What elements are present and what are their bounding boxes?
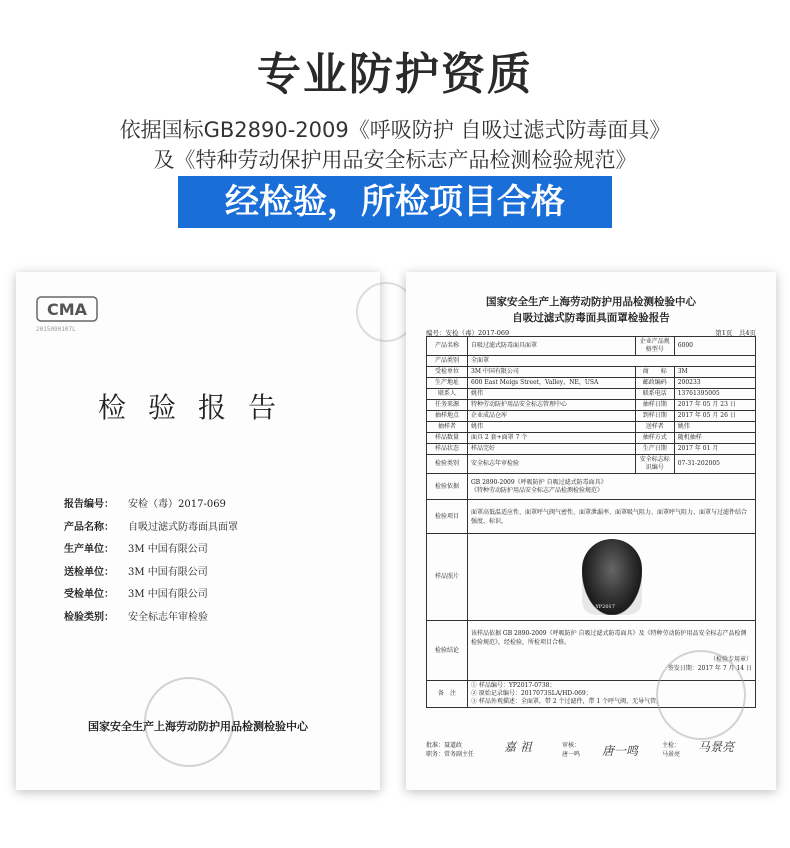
- report-info: [64, 494, 238, 629]
- table-row: [427, 422, 756, 433]
- page-number: 第1页 共4页: [715, 329, 756, 337]
- info-row: [64, 539, 238, 562]
- cma-logo-icon: [36, 296, 98, 322]
- table-row: [427, 444, 756, 455]
- approver-label: 批准：聂道政 职务：常务副主任: [426, 742, 475, 758]
- table-cell: 2017 年 05 月 26 日: [674, 411, 755, 422]
- info-row: [64, 562, 238, 585]
- issue-date: 签发日期：2017 年 7 月 14 日: [667, 664, 752, 672]
- info-label: 受检单位：: [64, 589, 114, 600]
- table-cell: 商 标: [635, 367, 674, 378]
- report-code: 编号：安检（毒）2017-069: [426, 329, 510, 337]
- table-row: [427, 455, 756, 474]
- report-detail-page: [406, 272, 776, 790]
- table-cell: 面具 2 套+面罩 7 个: [468, 433, 636, 444]
- table-cell: 全面罩: [468, 356, 756, 367]
- basis-line: 《特种劳动防护用品安全标志产品检测检验规范》: [471, 486, 604, 494]
- table-row: [427, 367, 756, 378]
- table-cell: 样品状态: [427, 444, 468, 455]
- table-row: [427, 474, 756, 500]
- table-row: [427, 534, 756, 621]
- table-cell: 抽样方式: [635, 433, 674, 444]
- table-cell: 2017 年 05 月 23 日: [674, 400, 755, 411]
- table-cell: 13761395005: [674, 389, 755, 400]
- table-cell: 企业产品规格型号: [635, 337, 674, 356]
- table-cell: 检验项目: [427, 500, 468, 534]
- report-org-title: 国家安全生产上海劳动防护用品检测检验中心: [486, 296, 696, 308]
- table-cell: 安全标志年审检验: [468, 455, 636, 474]
- table-cell: 邮政编码: [635, 378, 674, 389]
- table-cell: 样品照片: [427, 534, 468, 621]
- table-cell: 抽样地点: [427, 411, 468, 422]
- items-cell: 面罩高低温适应性、面罩呼气阀气密性、面罩泄漏率、面罩吸气阻力、面罩呼气阻力、面罩与过滤件结合强度、标识。: [468, 500, 756, 534]
- subtitle-line-1: 依据国标GB2890-2009《呼吸防护 自吸过滤式防毒面具》: [119, 118, 671, 142]
- photo-tag: YP2017: [595, 604, 615, 610]
- info-row: [64, 584, 238, 607]
- info-value: 3M 中国有限公司: [128, 566, 208, 578]
- table-cell: 特种劳动防护用品安全标志管理中心: [468, 400, 636, 411]
- remark-line: ① 样品编号：YP2017-0738；: [471, 682, 556, 689]
- gas-mask-photo: [582, 539, 642, 615]
- table-cell: 检验结论: [427, 621, 468, 681]
- report-cover: [16, 272, 380, 790]
- table-cell: 600 East Meigs Street，Valley，NE，USA: [468, 378, 636, 389]
- stamp-note: （检验专用章）: [709, 655, 752, 663]
- table-row: [427, 433, 756, 444]
- info-row: [64, 494, 238, 517]
- reviewer-label: 审核： 唐一鸣: [562, 742, 581, 758]
- table-row: [427, 389, 756, 400]
- table-cell: 生产日期: [635, 444, 674, 455]
- table-cell: 样品完好: [468, 444, 636, 455]
- table-cell: 检验依据: [427, 474, 468, 500]
- info-label: 送检单位：: [64, 566, 114, 578]
- photo-cell: [468, 534, 756, 621]
- table-cell: 到样日期: [635, 411, 674, 422]
- info-row: [64, 607, 238, 630]
- table-cell: 联系人: [427, 389, 468, 400]
- table-cell: 产品类别: [427, 356, 468, 367]
- table-cell: 3M 中国有限公司: [468, 367, 636, 378]
- info-label: 检验类别：: [64, 611, 114, 623]
- table-row: [427, 400, 756, 411]
- table-row: [427, 356, 756, 367]
- table-cell: 6000: [674, 337, 755, 356]
- page-title: 专业防护资质: [257, 49, 533, 100]
- table-row: [427, 500, 756, 534]
- inspector-label: 主检： 马景亮: [662, 742, 681, 758]
- approver-signature: 嘉 祖: [504, 740, 532, 754]
- table-cell: 200233: [674, 378, 755, 389]
- inspector-signature: 马景亮: [698, 740, 735, 754]
- table-cell: 3M: [674, 367, 755, 378]
- info-label: 产品名称：: [64, 521, 114, 533]
- remark-line: ③ 样品外观描述：全面罩，带 2 个过滤件，带 1 个呼气阀，无导气管。: [471, 698, 663, 705]
- report-heading: 检验报告: [97, 391, 298, 424]
- report-subtitle: 自吸过滤式防毒面具面罩检验报告: [512, 312, 670, 324]
- basis-line: GB 2890-2009《呼吸防护 自吸过滤式防毒面具》: [471, 478, 607, 486]
- table-cell: 企业成品仓库: [468, 411, 636, 422]
- issuing-center: 国家安全生产上海劳动防护用品检测检验中心: [88, 720, 308, 733]
- subtitle-line-2: 及《特种劳动保护用品安全标志产品检测检验规范》: [153, 148, 637, 172]
- table-cell: 受检单位: [427, 367, 468, 378]
- info-value: 3M 中国有限公司: [128, 589, 208, 600]
- info-label: 报告编号：: [64, 499, 114, 510]
- table-cell: 抽样日期: [635, 400, 674, 411]
- info-label: 生产单位：: [64, 544, 114, 555]
- table-cell: 姚伟: [674, 422, 755, 433]
- svg-text:CMA: CMA: [46, 300, 88, 319]
- table-row: [427, 378, 756, 389]
- table-cell: 检验类别: [427, 455, 468, 474]
- table-row: [427, 411, 756, 422]
- table-cell: 样品数量: [427, 433, 468, 444]
- reviewer-signature: 唐一鸣: [602, 744, 639, 758]
- cma-number: 2015090107L: [36, 326, 76, 333]
- table-cell: 备 注: [427, 681, 468, 708]
- inspection-stamp: [656, 650, 746, 740]
- info-value: 3M 中国有限公司: [128, 544, 208, 555]
- table-cell: 姚伟: [468, 389, 636, 400]
- table-cell: 2017 年 01 月: [674, 444, 755, 455]
- conclusion-text: 该样品依据 GB 2890-2009《呼吸防护 自吸过滤式防毒面具》及《特种劳动防护用品安全标志产品检测检验规范》，经检验，所检项目合格。: [471, 629, 747, 646]
- info-value: 安全标志年审检验: [128, 611, 208, 623]
- info-value: 安检（毒）2017-069: [128, 499, 226, 510]
- basis-cell: [468, 474, 756, 500]
- table-cell: 生产地址: [427, 378, 468, 389]
- table-cell: 联系电话: [635, 389, 674, 400]
- table-cell: 自吸过滤式防毒面具面罩: [468, 337, 636, 356]
- table-cell: 送样者: [635, 422, 674, 433]
- table-cell: 07-31-202005: [674, 455, 755, 474]
- table-row: [427, 337, 756, 356]
- remark-line: ② 原始记录编号：2017073SLA/HD-069；: [471, 690, 592, 697]
- table-cell: 随机抽样: [674, 433, 755, 444]
- table-cell: 抽样者: [427, 422, 468, 433]
- table-cell: 安全标志标识编号: [635, 455, 674, 474]
- info-row: [64, 517, 238, 540]
- table-cell: 任务来源: [427, 400, 468, 411]
- info-value: 自吸过滤式防毒面具面罩: [128, 521, 238, 533]
- table-cell: 姚伟: [468, 422, 636, 433]
- result-banner: 经检验，所检项目合格: [178, 176, 612, 228]
- table-cell: 产品名称: [427, 337, 468, 356]
